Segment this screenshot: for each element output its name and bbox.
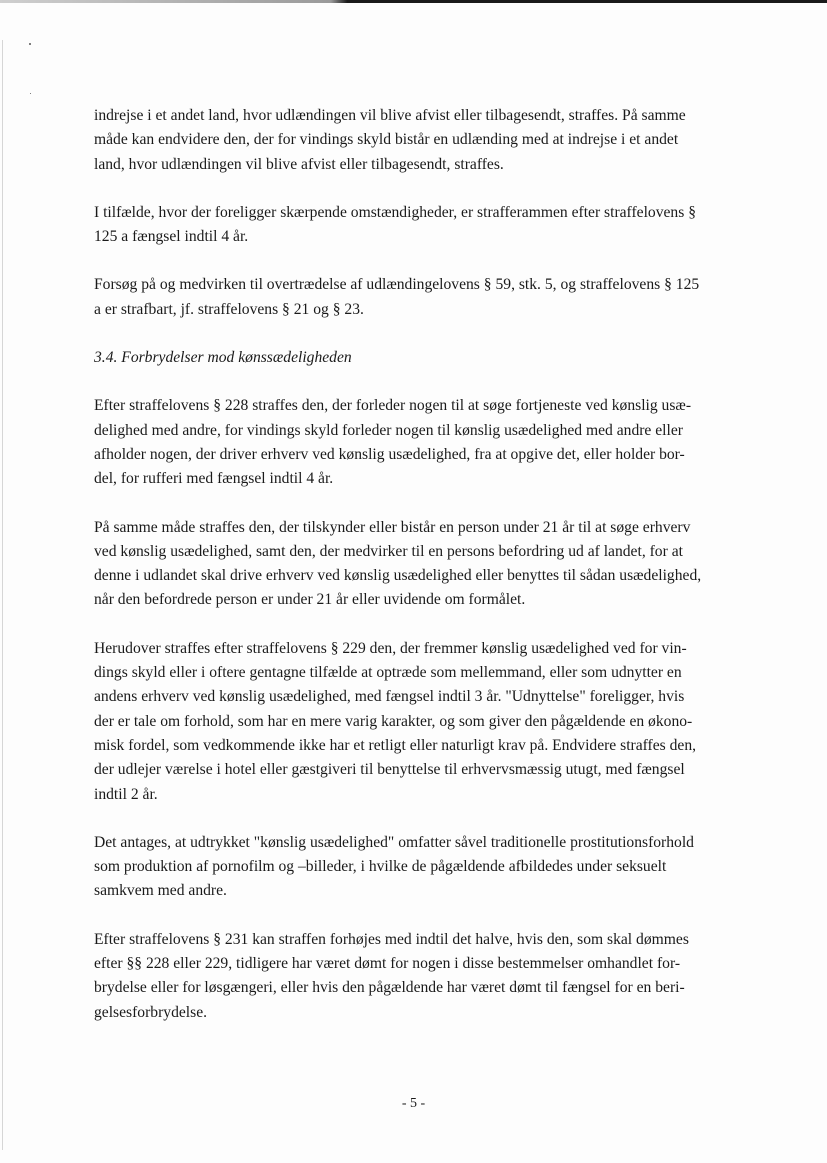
text-line: indrejse i et andet land, hvor udlændingen vil blive afvist eller tilbagesendt, straffes. På samme xyxy=(94,107,686,124)
text-line: Efter straffelovens § 228 straffes den, der forleder nogen til at søge fortjeneste ved kønslig usæ- xyxy=(94,397,692,415)
text-line: ved kønslig usædelighed, samt den, der medvirker til en persons befordring ud af landet, for at xyxy=(94,542,683,560)
text-line: andens erhverv ved kønslig usædelighed, med fængsel indtil 3 år. "Udnyttelse" foreligger, hvis xyxy=(94,688,685,706)
section-heading: 3.4. Forbrydelser mod kønssædeligheden xyxy=(94,349,352,367)
top-scan-edge xyxy=(0,0,827,3)
text-line: som produktion af pornofilm og –billeder, i hvilke de pågældende afbildedes under seksuelt xyxy=(94,858,667,876)
text-line: del, for rufferi med fængsel indtil 4 år. xyxy=(94,470,334,488)
page-number: - 5 - xyxy=(401,1096,426,1111)
text-line: Herudover straffes efter straffelovens § 229 den, der fremmer kønslig usædelighed ved for vin- xyxy=(94,639,687,657)
text-line: måde kan endvidere den, der for vindings skyld bistår en udlænding med at indrejse i et andet xyxy=(94,131,679,149)
paragraph-3 xyxy=(94,273,754,322)
text-line: denne i udlandet skal drive erhverv ved kønslig usædelighed eller benyttes til sådan usædelighed, xyxy=(94,567,702,585)
paragraph-2 xyxy=(94,201,754,250)
text-line: dings skyld eller i oftere gentagne tilfælde at optræde som mellemmand, eller som udnytter en xyxy=(94,664,682,682)
text-line: delighed med andre, for vindings skyld forleder nogen til kønslig usædelighed med andre eller xyxy=(94,421,683,439)
text-line: land, hvor udlændingen vil blive afvist eller tilbagesendt, straffes. xyxy=(94,155,504,173)
document-body xyxy=(94,104,754,1025)
text-line: samkvem med andre. xyxy=(94,882,227,900)
text-line: misk fordel, som vedkommende ikke har et retligt eller naturligt krav på. Endvidere straffes den, xyxy=(94,736,697,754)
text-line: På samme måde straffes den, der tilskynder eller bistår en person under 21 år til at søge erhverv xyxy=(94,518,691,536)
text-line: Forsøg på og medvirken til overtrædelse af udlændingelovens § 59, stk. 5, og straffelovens § 125 xyxy=(94,276,700,294)
text-line: gelsesforbrydelse. xyxy=(94,1003,208,1021)
text-line: I tilfælde, hvor der foreligger skærpende omstændigheder, er strafferammen efter straffelovens § xyxy=(94,203,696,221)
paragraph-4 xyxy=(94,394,754,491)
scan-speck xyxy=(30,93,31,94)
paragraph-1 xyxy=(94,104,754,177)
text-line: Det antages, at udtrykket "kønslig usædelighed" omfatter såvel traditionelle prostitutionsforhold xyxy=(94,833,694,851)
paragraph-5 xyxy=(94,516,754,613)
text-line: efter §§ 228 eller 229, tidligere har været dømt for nogen i disse bestemmelser omhandlet for- xyxy=(94,955,681,973)
paragraph-7 xyxy=(94,831,754,904)
text-line: der er tale om forhold, som har en mere varig karakter, og som giver den pågældende en økono- xyxy=(94,712,693,730)
text-line: når den befordrede person er under 21 år eller uvidende om formålet. xyxy=(94,591,526,609)
text-line: a er strafbart, jf. straffelovens § 21 og § 23. xyxy=(94,300,364,318)
text-line: indtil 2 år. xyxy=(94,785,158,803)
paragraph-6 xyxy=(94,637,754,807)
scan-speck xyxy=(29,43,31,45)
text-line: Efter straffelovens § 231 kan straffen forhøjes med indtil det halve, hvis den, som skal dømmes xyxy=(94,930,689,948)
text-line: afholder nogen, der driver erhverv ved kønslig usædelighed, fra at opgive det, eller holder bor- xyxy=(94,445,685,463)
left-scan-edge xyxy=(2,40,3,1150)
text-line: brydelse eller for løsgængeri, eller hvis den pågældende har været dømt til fængsel for en beri- xyxy=(94,979,685,997)
paragraph-8 xyxy=(94,928,754,1025)
text-line: der udlejer værelse i hotel eller gæstgiveri til benyttelse til erhvervsmæssig utugt, med fængsel xyxy=(94,761,685,779)
text-line: 125 a fængsel indtil 4 år. xyxy=(94,228,249,246)
